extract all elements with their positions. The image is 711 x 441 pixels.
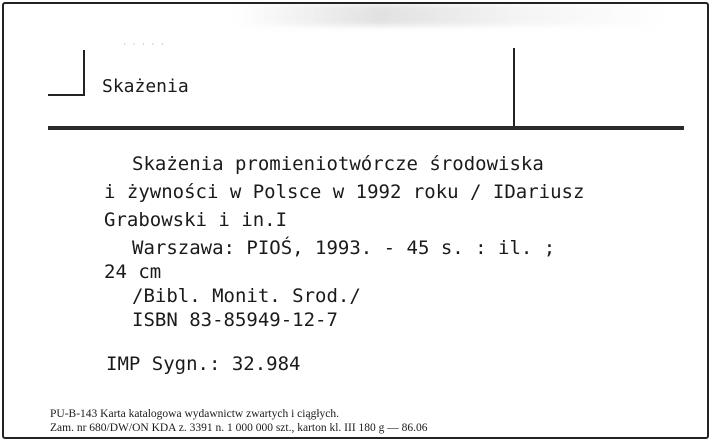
imprint-line: Warszawa: PIOŚ, 1993. - 45 s. : il. ; [132,237,556,259]
footer-print-line: Zam. nr 680/DW/ON KDA z. 3391 n. 1 000 000 szt., karton kl. III 180 g — 86.06 [50,422,428,434]
faint-marks: ····· [122,40,170,50]
footer-form-line: PU-B-143 Karta katalogowa wydawnictw zwartych i ciągłych. [50,408,340,420]
dimensions-line: 24 cm [104,261,162,283]
tab-marker-left [83,50,85,96]
isbn-line: ISBN 83-85949-12-7 [132,309,338,331]
title-line-2: i żywności w Polsce w 1992 roku / IDariusz [104,181,585,203]
subject-heading: Skażenia [102,76,189,97]
title-line-3: Grabowski i in.I [104,209,288,231]
title-line-1: Skażenia promieniotwórcze środowiska [132,153,544,175]
tab-marker-base [48,94,84,96]
heading-rule [48,126,684,130]
tab-marker-right [513,48,515,130]
card-smudge [234,4,674,26]
catalog-card [2,2,709,439]
call-number: IMP Sygn.: 32.984 [106,353,301,375]
series-line: /Bibl. Monit. Srod./ [132,285,361,307]
